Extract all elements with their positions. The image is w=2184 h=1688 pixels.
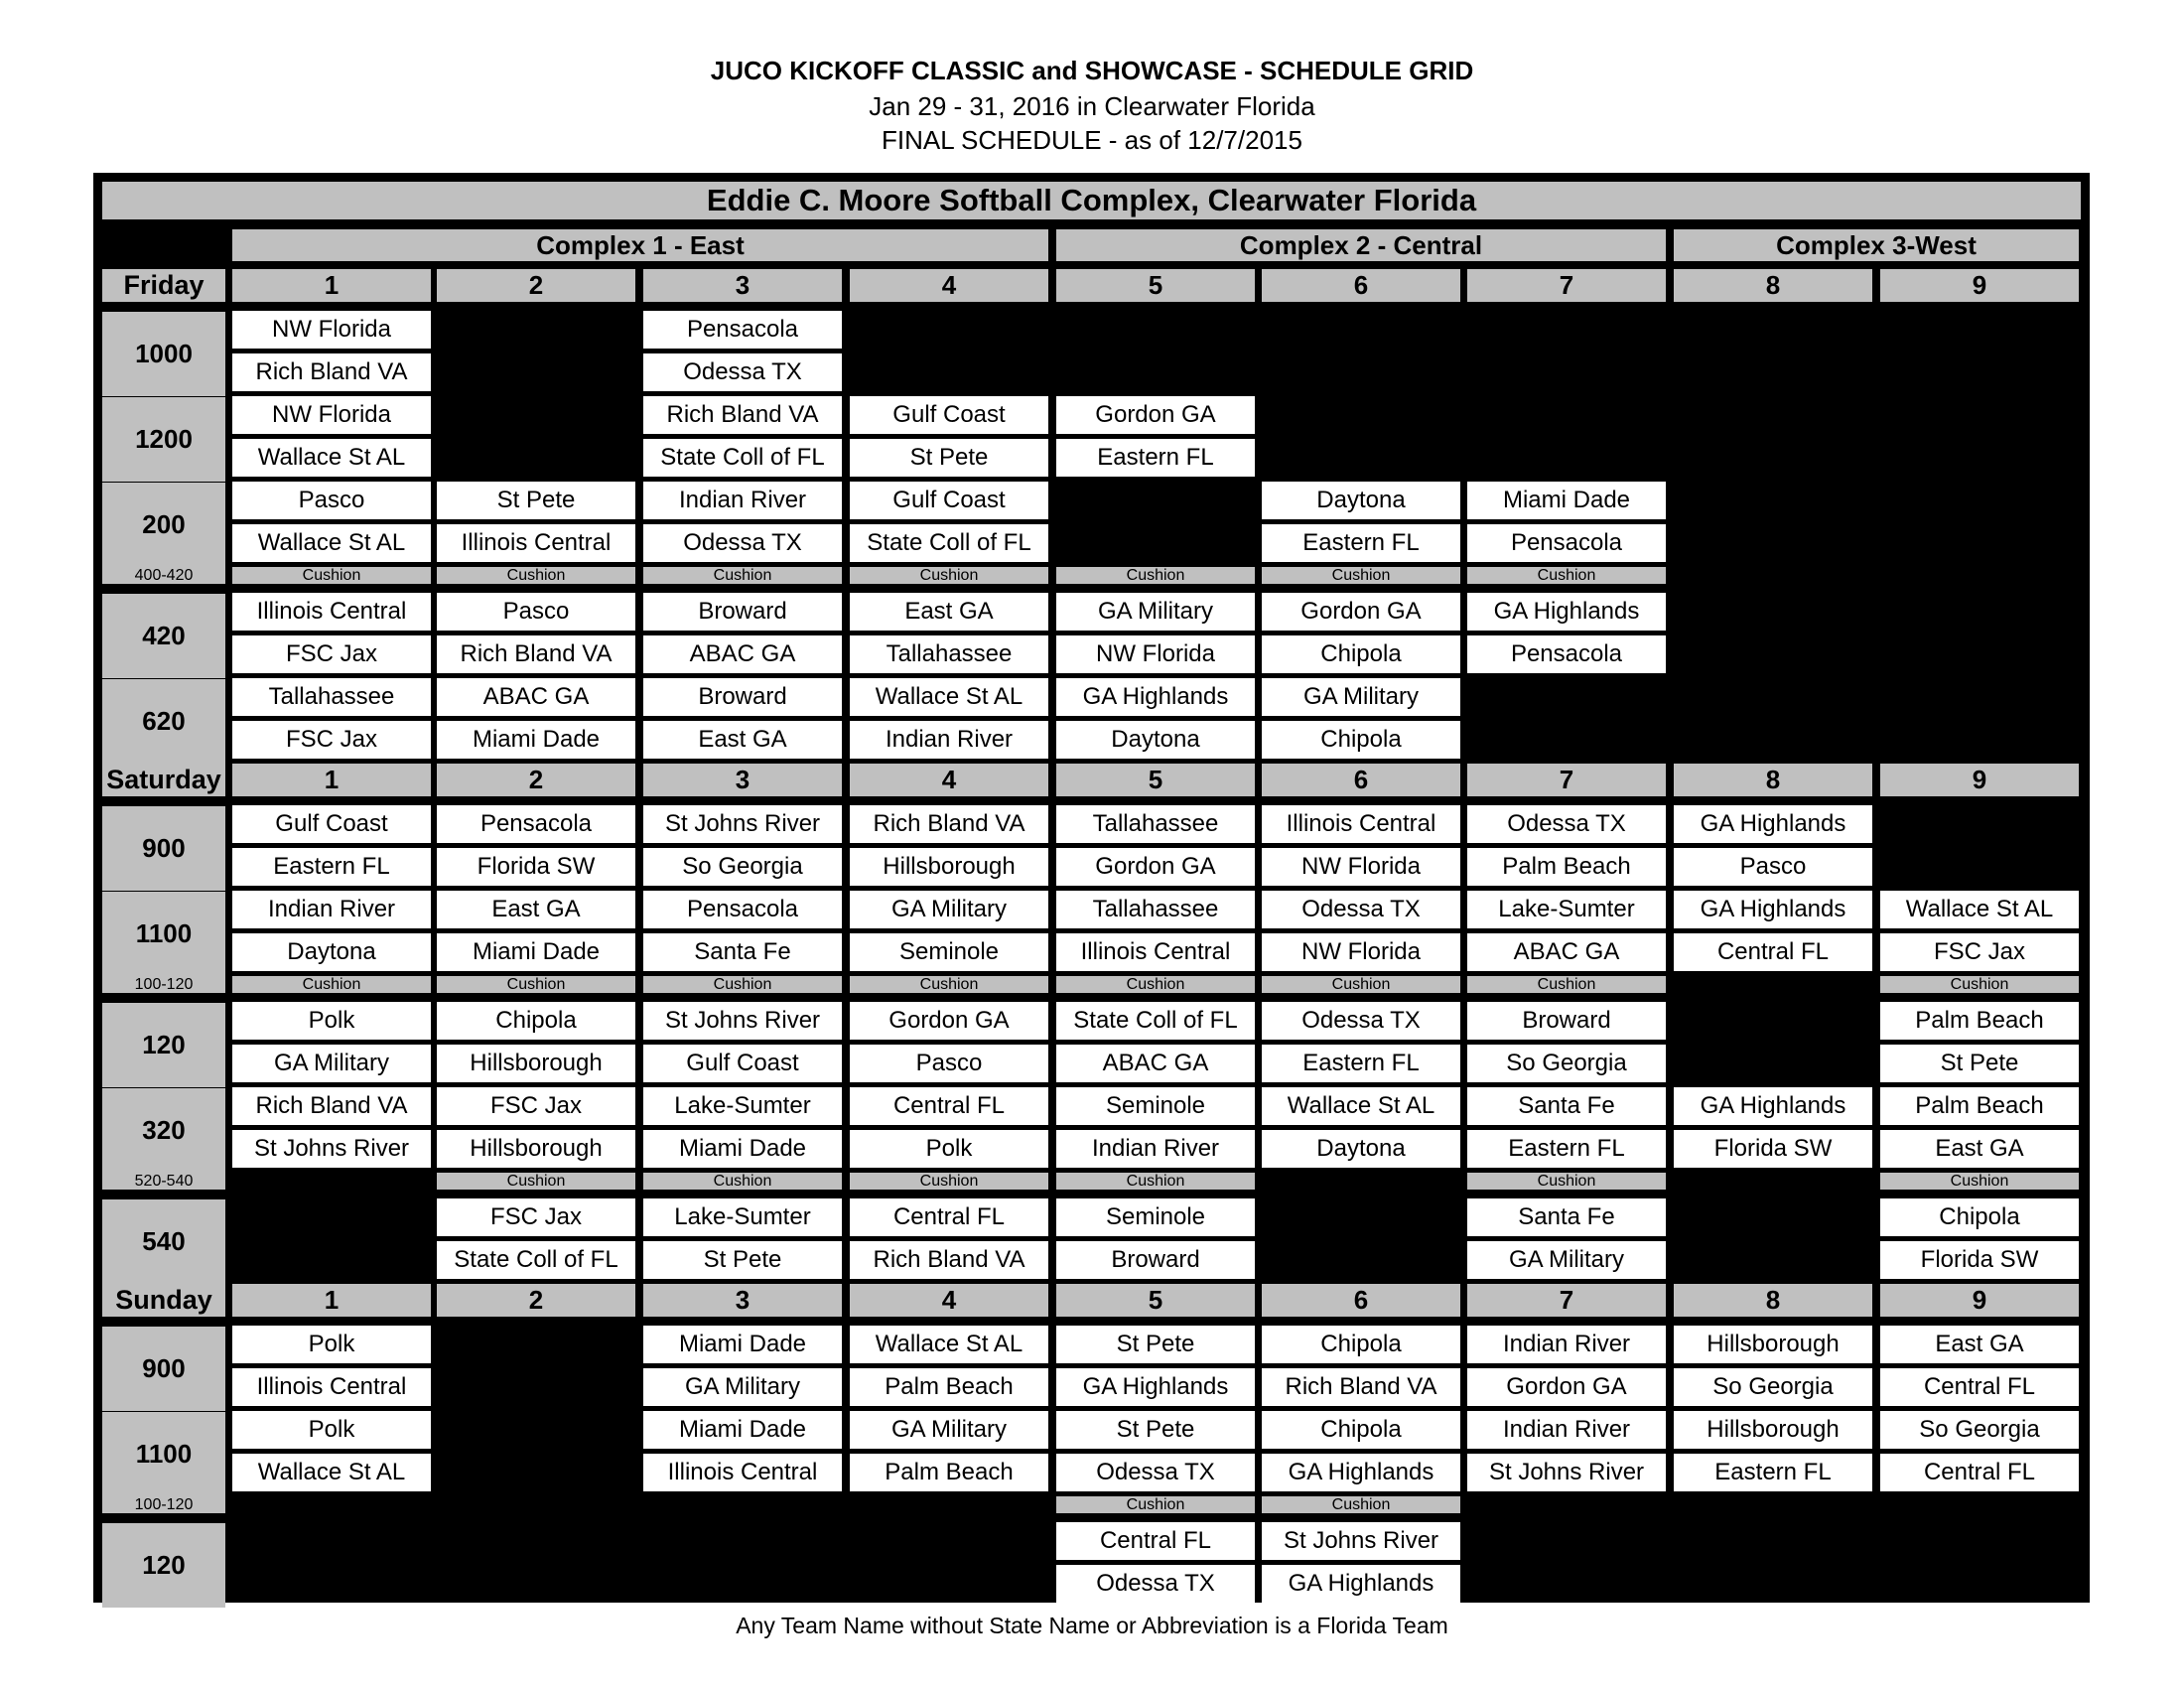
cushion-marker: Cushion (850, 976, 1048, 993)
team-cell: St Johns River (643, 805, 842, 843)
cushion-marker: Cushion (1056, 1173, 1255, 1190)
team-cell: Chipola (1262, 1411, 1460, 1449)
team-cell: Indian River (232, 891, 431, 928)
team-cell: Seminole (1056, 1087, 1255, 1125)
time-slot-label: 540 (102, 1199, 225, 1284)
team-cell: Gordon GA (1467, 1368, 1666, 1406)
team-cell: Rich Bland VA (643, 396, 842, 434)
team-cell: Gordon GA (1056, 396, 1255, 434)
team-cell: Seminole (850, 933, 1048, 971)
footer-note: Any Team Name without State Name or Abbreviation is a Florida Team (736, 1613, 1448, 1638)
time-slot-label: 1000 (102, 312, 225, 396)
team-cell: FSC Jax (437, 1087, 635, 1125)
team-cell: Daytona (232, 933, 431, 971)
team-cell: Illinois Central (1056, 933, 1255, 971)
team-cell: GA Military (850, 1411, 1048, 1449)
field-number-8: 8 (1674, 269, 1872, 302)
team-cell: State Coll of FL (643, 439, 842, 477)
day-label-friday: Friday (102, 269, 225, 302)
field-number-3: 3 (643, 1284, 842, 1317)
venue-title: Eddie C. Moore Softball Complex, Clearwater Florida (102, 182, 2081, 219)
team-cell: Palm Beach (1880, 1002, 2079, 1040)
team-cell: Lake-Sumter (643, 1198, 842, 1236)
team-cell: Broward (1056, 1241, 1255, 1279)
team-cell: Wallace St AL (850, 1326, 1048, 1363)
field-number-9: 9 (1880, 269, 2079, 302)
team-cell: ABAC GA (1056, 1045, 1255, 1082)
team-cell: Indian River (1056, 1130, 1255, 1168)
event-dates: Jan 29 - 31, 2016 in Clearwater Florida (869, 91, 1315, 121)
team-cell: GA Military (643, 1368, 842, 1406)
field-number-4: 4 (850, 764, 1048, 796)
team-cell: Central FL (1674, 933, 1872, 971)
team-cell: Central FL (850, 1087, 1048, 1125)
team-cell: Pensacola (643, 891, 842, 928)
team-cell: Chipola (1262, 1326, 1460, 1363)
team-cell: Pasco (437, 593, 635, 631)
field-number-1: 1 (232, 269, 431, 302)
team-cell: Miami Dade (1467, 482, 1666, 519)
field-number-2: 2 (437, 1284, 635, 1317)
field-number-5: 5 (1056, 269, 1255, 302)
time-slot-label: 620 (102, 679, 225, 764)
team-cell: Central FL (1880, 1454, 2079, 1491)
team-cell: Odessa TX (1467, 805, 1666, 843)
time-slot-label: 120 (102, 1523, 225, 1608)
team-cell: NW Florida (1262, 848, 1460, 886)
team-cell: Indian River (1467, 1326, 1666, 1363)
team-cell: Eastern FL (1056, 439, 1255, 477)
team-cell: Illinois Central (643, 1454, 842, 1491)
cushion-marker: Cushion (437, 567, 635, 584)
cushion-marker: Cushion (232, 976, 431, 993)
team-cell: Palm Beach (850, 1368, 1048, 1406)
team-cell: State Coll of FL (437, 1241, 635, 1279)
team-cell: Central FL (1880, 1368, 2079, 1406)
cushion-marker: Cushion (1880, 1173, 2079, 1190)
team-cell: State Coll of FL (1056, 1002, 1255, 1040)
team-cell: St Pete (643, 1241, 842, 1279)
team-cell: Chipola (1262, 635, 1460, 673)
page-title: JUCO KICKOFF CLASSIC and SHOWCASE - SCHEDULE GRID (710, 56, 1474, 85)
team-cell: Pasco (1674, 848, 1872, 886)
cushion-marker: Cushion (1262, 976, 1460, 993)
team-cell: FSC Jax (1880, 933, 2079, 971)
team-cell: NW Florida (232, 311, 431, 349)
cushion-marker: Cushion (1056, 567, 1255, 584)
team-cell: Rich Bland VA (850, 1241, 1048, 1279)
team-cell: Pasco (850, 1045, 1048, 1082)
field-number-9: 9 (1880, 764, 2079, 796)
field-number-2: 2 (437, 764, 635, 796)
team-cell: Odessa TX (643, 524, 842, 562)
team-cell: NW Florida (232, 396, 431, 434)
team-cell: GA Military (1056, 593, 1255, 631)
team-cell: Polk (232, 1002, 431, 1040)
cushion-marker: Cushion (232, 567, 431, 584)
team-cell: Gulf Coast (850, 482, 1048, 519)
cushion-time-label: 400-420 (102, 567, 225, 584)
team-cell: Palm Beach (1467, 848, 1666, 886)
team-cell: Broward (643, 678, 842, 716)
team-cell: Miami Dade (437, 933, 635, 971)
team-cell: Illinois Central (232, 1368, 431, 1406)
cushion-marker: Cushion (1880, 976, 2079, 993)
field-number-7: 7 (1467, 1284, 1666, 1317)
team-cell: Rich Bland VA (437, 635, 635, 673)
team-cell: GA Military (232, 1045, 431, 1082)
team-cell: Eastern FL (232, 848, 431, 886)
team-cell: Gulf Coast (850, 396, 1048, 434)
team-cell: East GA (437, 891, 635, 928)
complex-header-central: Complex 2 - Central (1056, 229, 1666, 261)
team-cell: Daytona (1056, 721, 1255, 759)
team-cell: Lake-Sumter (1467, 891, 1666, 928)
team-cell: Wallace St AL (1262, 1087, 1460, 1125)
team-cell: Hillsborough (1674, 1326, 1872, 1363)
cushion-marker: Cushion (1467, 567, 1666, 584)
cushion-marker: Cushion (1467, 976, 1666, 993)
team-cell: East GA (850, 593, 1048, 631)
team-cell: St Johns River (643, 1002, 842, 1040)
field-number-3: 3 (643, 269, 842, 302)
team-cell: Chipola (1262, 721, 1460, 759)
cushion-marker: Cushion (1262, 567, 1460, 584)
time-slot-label: 1200 (102, 397, 225, 482)
team-cell: GA Highlands (1674, 1087, 1872, 1125)
team-cell: Palm Beach (1880, 1087, 2079, 1125)
team-cell: GA Military (850, 891, 1048, 928)
team-cell: Pensacola (643, 311, 842, 349)
team-cell: Gulf Coast (232, 805, 431, 843)
team-cell: Rich Bland VA (232, 353, 431, 391)
team-cell: Miami Dade (643, 1411, 842, 1449)
team-cell: NW Florida (1056, 635, 1255, 673)
team-cell: St Pete (1056, 1411, 1255, 1449)
team-cell: ABAC GA (1467, 933, 1666, 971)
team-cell: State Coll of FL (850, 524, 1048, 562)
team-cell: Illinois Central (1262, 805, 1460, 843)
team-cell: Hillsborough (850, 848, 1048, 886)
team-cell: East GA (643, 721, 842, 759)
team-cell: Wallace St AL (232, 439, 431, 477)
team-cell: ABAC GA (643, 635, 842, 673)
field-number-1: 1 (232, 764, 431, 796)
schedule-grid (93, 173, 2090, 1603)
team-cell: Gulf Coast (643, 1045, 842, 1082)
team-cell: GA Highlands (1262, 1454, 1460, 1491)
team-cell: Central FL (1056, 1522, 1255, 1560)
team-cell: Polk (232, 1326, 431, 1363)
field-number-1: 1 (232, 1284, 431, 1317)
team-cell: GA Highlands (1056, 678, 1255, 716)
schedule-status: FINAL SCHEDULE - as of 12/7/2015 (882, 125, 1302, 155)
team-cell: Pensacola (437, 805, 635, 843)
team-cell: FSC Jax (232, 635, 431, 673)
team-cell: East GA (1880, 1326, 2079, 1363)
field-number-6: 6 (1262, 269, 1460, 302)
team-cell: Broward (1467, 1002, 1666, 1040)
field-number-6: 6 (1262, 1284, 1460, 1317)
cushion-marker: Cushion (850, 1173, 1048, 1190)
team-cell: Miami Dade (643, 1130, 842, 1168)
team-cell: Tallahassee (850, 635, 1048, 673)
team-cell: GA Highlands (1674, 891, 1872, 928)
field-number-5: 5 (1056, 764, 1255, 796)
team-cell: GA Highlands (1467, 593, 1666, 631)
team-cell: Tallahassee (1056, 891, 1255, 928)
team-cell: Odessa TX (1262, 1002, 1460, 1040)
cushion-marker: Cushion (850, 567, 1048, 584)
team-cell: Odessa TX (1056, 1565, 1255, 1603)
field-number-9: 9 (1880, 1284, 2079, 1317)
team-cell: Palm Beach (850, 1454, 1048, 1491)
team-cell: So Georgia (643, 848, 842, 886)
team-cell: GA Highlands (1262, 1565, 1460, 1603)
team-cell: Odessa TX (1262, 891, 1460, 928)
team-cell: Pensacola (1467, 524, 1666, 562)
team-cell: Daytona (1262, 1130, 1460, 1168)
team-cell: Odessa TX (1056, 1454, 1255, 1491)
team-cell: Central FL (850, 1198, 1048, 1236)
field-number-7: 7 (1467, 269, 1666, 302)
team-cell: Pasco (232, 482, 431, 519)
cushion-time-label: 100-120 (102, 1496, 225, 1513)
team-cell: GA Highlands (1674, 805, 1872, 843)
team-cell: So Georgia (1674, 1368, 1872, 1406)
team-cell: Eastern FL (1467, 1130, 1666, 1168)
cushion-marker: Cushion (643, 567, 842, 584)
team-cell: Broward (643, 593, 842, 631)
field-number-6: 6 (1262, 764, 1460, 796)
team-cell: Florida SW (1880, 1241, 2079, 1279)
team-cell: GA Military (1262, 678, 1460, 716)
time-slot-label: 900 (102, 1327, 225, 1411)
time-slot-label: 420 (102, 594, 225, 678)
team-cell: Santa Fe (1467, 1087, 1666, 1125)
team-cell: Hillsborough (437, 1130, 635, 1168)
time-slot-label: 200 (102, 483, 225, 567)
cushion-marker: Cushion (1056, 1496, 1255, 1513)
team-cell: Gordon GA (850, 1002, 1048, 1040)
team-cell: Rich Bland VA (232, 1087, 431, 1125)
team-cell: Illinois Central (437, 524, 635, 562)
team-cell: Eastern FL (1674, 1454, 1872, 1491)
team-cell: St Pete (437, 482, 635, 519)
day-label-sunday: Sunday (102, 1284, 225, 1317)
field-number-8: 8 (1674, 764, 1872, 796)
team-cell: Rich Bland VA (850, 805, 1048, 843)
team-cell: Miami Dade (643, 1326, 842, 1363)
team-cell: Indian River (1467, 1411, 1666, 1449)
field-number-8: 8 (1674, 1284, 1872, 1317)
field-number-4: 4 (850, 1284, 1048, 1317)
cushion-marker: Cushion (643, 1173, 842, 1190)
team-cell: Gordon GA (1262, 593, 1460, 631)
team-cell: Daytona (1262, 482, 1460, 519)
team-cell: Rich Bland VA (1262, 1368, 1460, 1406)
team-cell: Wallace St AL (232, 524, 431, 562)
team-cell: St Pete (1056, 1326, 1255, 1363)
team-cell: Chipola (437, 1002, 635, 1040)
time-slot-label: 320 (102, 1088, 225, 1173)
team-cell: East GA (1880, 1130, 2079, 1168)
team-cell: Chipola (1880, 1198, 2079, 1236)
time-slot-label: 1100 (102, 1412, 225, 1496)
team-cell: St Johns River (1467, 1454, 1666, 1491)
time-slot-label: 900 (102, 806, 225, 891)
team-cell: FSC Jax (232, 721, 431, 759)
team-cell: Tallahassee (1056, 805, 1255, 843)
cushion-marker: Cushion (437, 1173, 635, 1190)
team-cell: Odessa TX (643, 353, 842, 391)
team-cell: Hillsborough (437, 1045, 635, 1082)
field-number-3: 3 (643, 764, 842, 796)
field-number-2: 2 (437, 269, 635, 302)
team-cell: FSC Jax (437, 1198, 635, 1236)
cushion-marker: Cushion (643, 976, 842, 993)
time-slot-label: 120 (102, 1003, 225, 1087)
team-cell: Polk (232, 1411, 431, 1449)
team-cell: Wallace St AL (850, 678, 1048, 716)
cushion-marker: Cushion (1262, 1496, 1460, 1513)
team-cell: St Pete (1880, 1045, 2079, 1082)
cushion-marker: Cushion (1467, 1173, 1666, 1190)
team-cell: ABAC GA (437, 678, 635, 716)
field-number-5: 5 (1056, 1284, 1255, 1317)
complex-header-east: Complex 1 - East (232, 229, 1048, 261)
team-cell: GA Highlands (1056, 1368, 1255, 1406)
team-cell: Florida SW (437, 848, 635, 886)
team-cell: Eastern FL (1262, 1045, 1460, 1082)
field-number-4: 4 (850, 269, 1048, 302)
team-cell: Seminole (1056, 1198, 1255, 1236)
team-cell: Gordon GA (1056, 848, 1255, 886)
team-cell: So Georgia (1467, 1045, 1666, 1082)
team-cell: Indian River (643, 482, 842, 519)
team-cell: Pensacola (1467, 635, 1666, 673)
team-cell: Miami Dade (437, 721, 635, 759)
time-slot-label: 1100 (102, 892, 225, 976)
team-cell: So Georgia (1880, 1411, 2079, 1449)
cushion-time-label: 520-540 (102, 1173, 225, 1190)
team-cell: Santa Fe (1467, 1198, 1666, 1236)
team-cell: St Johns River (1262, 1522, 1460, 1560)
team-cell: Polk (850, 1130, 1048, 1168)
cushion-time-label: 100-120 (102, 976, 225, 993)
team-cell: Illinois Central (232, 593, 431, 631)
team-cell: NW Florida (1262, 933, 1460, 971)
team-cell: GA Military (1467, 1241, 1666, 1279)
team-cell: Lake-Sumter (643, 1087, 842, 1125)
team-cell: Florida SW (1674, 1130, 1872, 1168)
team-cell: St Johns River (232, 1130, 431, 1168)
complex-header-west: Complex 3-West (1674, 229, 2079, 261)
team-cell: Hillsborough (1674, 1411, 1872, 1449)
field-number-7: 7 (1467, 764, 1666, 796)
day-label-saturday: Saturday (102, 764, 225, 796)
team-cell: Wallace St AL (1880, 891, 2079, 928)
team-cell: St Pete (850, 439, 1048, 477)
team-cell: Wallace St AL (232, 1454, 431, 1491)
team-cell: Indian River (850, 721, 1048, 759)
team-cell: Santa Fe (643, 933, 842, 971)
team-cell: Tallahassee (232, 678, 431, 716)
team-cell: Eastern FL (1262, 524, 1460, 562)
cushion-marker: Cushion (1056, 976, 1255, 993)
cushion-marker: Cushion (437, 976, 635, 993)
